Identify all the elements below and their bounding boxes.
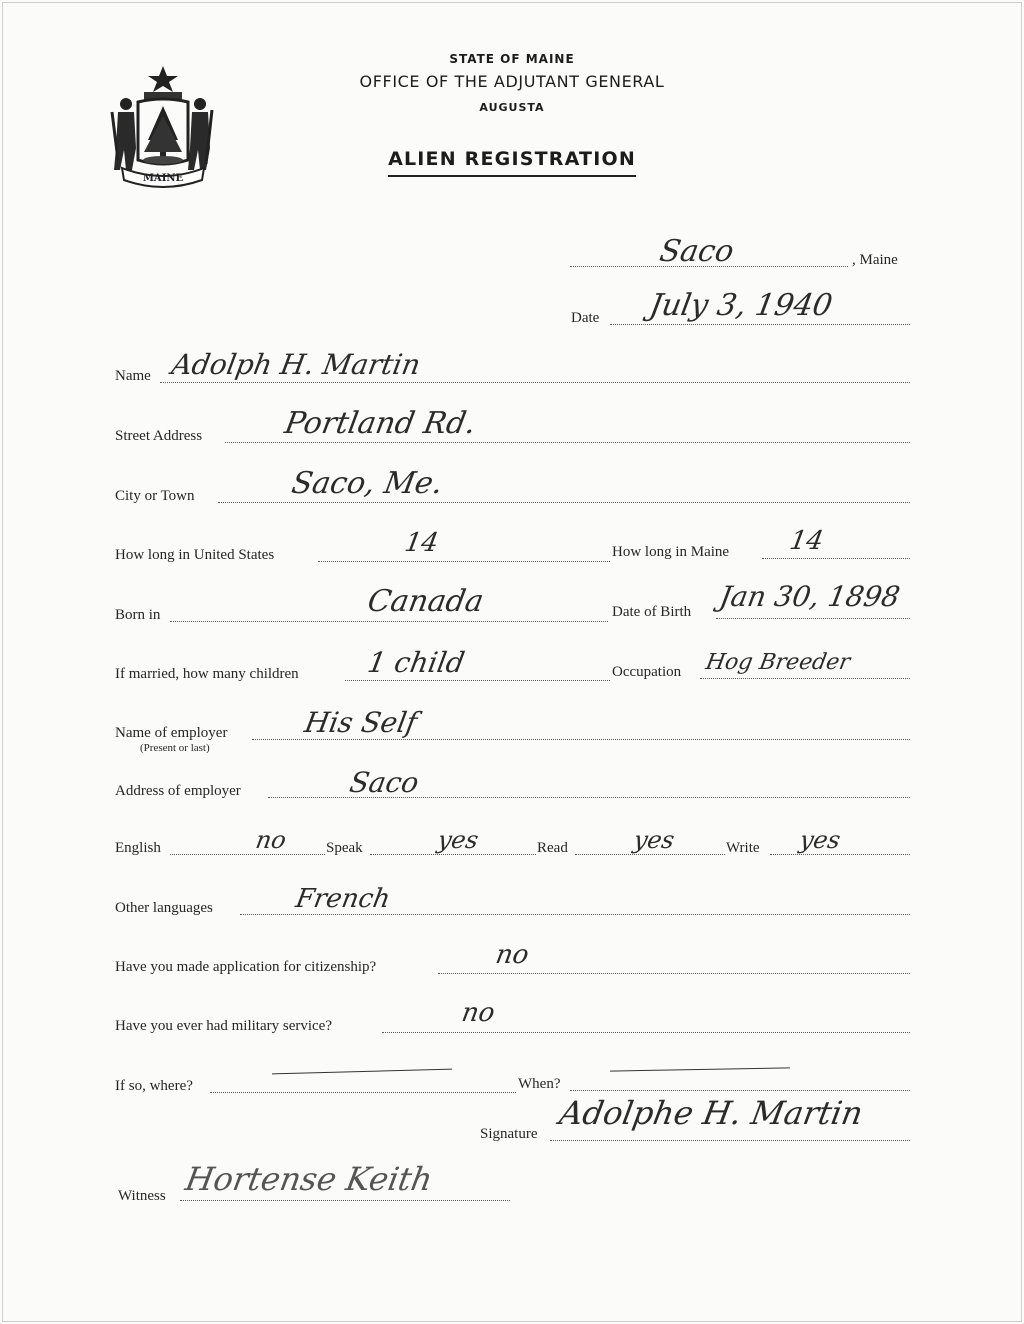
city-value: Saco, Me. [288, 466, 446, 501]
children-value: 1 child [365, 646, 468, 679]
read-line [575, 854, 725, 855]
city-label: City or Town [115, 488, 195, 504]
date-label: Date [571, 310, 600, 326]
speak-value: yes [435, 826, 481, 854]
witness-label: Witness [118, 1188, 166, 1204]
write-label: Write [726, 840, 760, 856]
english-label: English [115, 840, 161, 856]
dob-label: Date of Birth [612, 604, 692, 620]
form-title [0, 148, 1024, 177]
employer-address-value: Saco [347, 766, 422, 799]
other-languages-line [240, 914, 910, 915]
employer-line [252, 739, 910, 740]
write-line [770, 854, 910, 855]
citizenship-line [438, 973, 910, 974]
maine-duration-label: How long in Maine [612, 544, 730, 560]
read-label: Read [537, 840, 568, 856]
employer-value: His Self [302, 706, 420, 739]
signature-value: Adolphe H. Martin [556, 1094, 866, 1132]
where-label: If so, where? [115, 1078, 193, 1094]
other-languages-value: French [293, 884, 393, 914]
signature-line [550, 1140, 910, 1141]
dob-line [716, 618, 910, 619]
maine-duration-value: 14 [787, 526, 826, 556]
other-languages-label: Other languages [115, 900, 213, 916]
maine-label: , Maine [852, 252, 898, 268]
write-value: yes [797, 826, 843, 854]
military-line [382, 1032, 910, 1033]
form-title-text: ALIEN REGISTRATION [388, 148, 636, 177]
employer-label: Name of employer [115, 725, 228, 741]
english-value: no [253, 826, 289, 854]
header-city: AUGUSTA [479, 101, 545, 114]
military-label: Have you ever had military service? [115, 1018, 332, 1034]
street-label: Street Address [115, 428, 203, 444]
name-value: Adolph H. Martin [169, 348, 423, 381]
witness-line [180, 1200, 510, 1201]
citizenship-label: Have you made application for citizenship? [115, 959, 377, 975]
speak-label: Speak [326, 840, 363, 856]
header-state: STATE OF MAINE [449, 52, 575, 66]
children-line [345, 680, 610, 681]
employer-sub-label: (Present or last) [140, 742, 210, 754]
where-line [210, 1092, 516, 1093]
born-value: Canada [364, 584, 487, 619]
read-value: yes [631, 826, 677, 854]
dob-value: Jan 30, 1898 [717, 580, 903, 613]
children-label: If married, how many children [115, 666, 299, 682]
us-duration-line [318, 561, 610, 562]
english-line [170, 854, 325, 855]
place-value: Saco [656, 234, 737, 269]
seal-text: MAINE [142, 173, 184, 184]
name-line [160, 382, 910, 383]
occupation-label: Occupation [612, 664, 682, 680]
maine-duration-line [762, 558, 910, 559]
page-border [2, 2, 1022, 1322]
date-line [610, 324, 910, 325]
us-duration-value: 14 [402, 528, 441, 558]
signature-label: Signature [480, 1126, 538, 1142]
witness-value: Hortense Keith [182, 1160, 436, 1198]
occupation-value: Hog Breeder [703, 650, 853, 675]
occupation-line [700, 678, 910, 679]
military-value: no [459, 998, 498, 1028]
born-label: Born in [115, 607, 161, 623]
city-line [218, 502, 910, 503]
born-line [170, 621, 608, 622]
street-value: Portland Rd. [281, 406, 479, 441]
header-office: OFFICE OF THE ADJUTANT GENERAL [359, 72, 665, 91]
employer-address-label: Address of employer [115, 783, 241, 799]
when-label: When? [518, 1076, 561, 1092]
speak-line [370, 854, 536, 855]
street-line [225, 442, 910, 443]
when-line [570, 1090, 910, 1091]
date-value: July 3, 1940 [646, 288, 836, 323]
citizenship-value: no [493, 940, 532, 970]
name-label: Name [115, 368, 151, 384]
us-duration-label: How long in United States [115, 547, 275, 563]
